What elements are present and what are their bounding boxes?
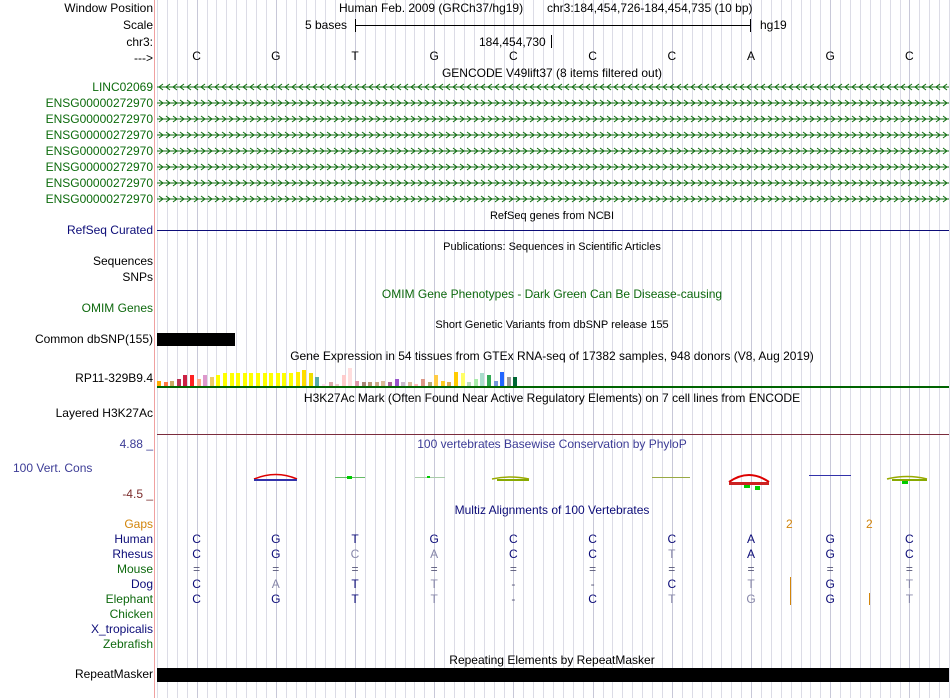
gtex-tissue-bar[interactable] [269, 373, 273, 386]
gtex-tissue-bar[interactable] [210, 377, 214, 386]
reference-base: C [588, 49, 597, 63]
multiz-species-label[interactable]: Mouse [116, 562, 153, 576]
scale-bar-right-tick [750, 19, 751, 32]
gtex-tissue-bar[interactable] [507, 377, 511, 386]
scale-text: 5 bases [305, 18, 348, 32]
aligned-base: C [667, 577, 677, 591]
gencode-transcript-feature[interactable] [157, 177, 949, 189]
gap-marker [869, 593, 870, 605]
gtex-tissue-bar[interactable] [197, 379, 201, 386]
gtex-tissue-bar[interactable] [513, 377, 517, 386]
publications-snps-label[interactable]: SNPs [122, 270, 153, 284]
gtex-tissue-bar[interactable] [190, 375, 194, 386]
aligned-base: = [430, 562, 438, 576]
reference-base: C [905, 49, 914, 63]
aligned-base: - [511, 577, 516, 591]
aligned-base: C [588, 532, 597, 546]
gtex-tissue-bar[interactable] [421, 379, 425, 386]
gtex-tissue-bar[interactable] [282, 373, 286, 386]
aligned-base: = [668, 562, 676, 576]
aligned-base: T [747, 577, 755, 591]
aligned-base: C [192, 547, 201, 561]
gencode-transcript-label[interactable]: ENSG00000272970 [45, 176, 153, 190]
aligned-base: = [905, 562, 913, 576]
reference-base: G [825, 49, 835, 63]
aligned-base: = [351, 562, 359, 576]
gtex-tissue-bar[interactable] [263, 373, 267, 386]
repeatmasker-element-bar[interactable] [157, 668, 949, 682]
multiz-species-label[interactable]: Zebrafish [102, 637, 153, 651]
aligned-base: G [271, 547, 281, 561]
reference-base: C [509, 49, 518, 63]
strand-label: ---> [134, 51, 153, 65]
multiz-species-label[interactable]: X_tropicalis [90, 622, 153, 636]
aligned-base: = [826, 562, 834, 576]
reference-base: C [667, 49, 677, 63]
gtex-track-title[interactable]: Gene Expression in 54 tissues from GTEx RNA-seq of 17382 samples, 948 donors (V8, Aug 2019) [290, 349, 814, 363]
gtex-tissue-bar[interactable] [474, 379, 478, 386]
aligned-base: C [192, 577, 201, 591]
gtex-tissue-bar[interactable] [342, 375, 346, 386]
aligned-base: T [430, 592, 438, 606]
repeatmasker-track-label[interactable]: RepeatMasker [74, 667, 153, 681]
aligned-base: = [272, 562, 280, 576]
aligned-base: G [429, 532, 439, 546]
multiz-track-title[interactable]: Multiz Alignments of 100 Vertebrates [454, 503, 650, 517]
gtex-tissue-bar[interactable] [296, 372, 300, 386]
reference-base: G [271, 49, 281, 63]
gencode-track-title[interactable]: GENCODE V49lift37 (8 items filtered out) [441, 66, 663, 80]
gtex-tissue-bar[interactable] [256, 373, 260, 386]
gtex-tissue-bar[interactable] [236, 373, 240, 386]
aligned-base: C [192, 532, 201, 546]
phylop-track-title[interactable]: 100 vertebrates Basewise Conservation by PhyloP [417, 437, 687, 451]
h3k27ac-baseline [157, 434, 949, 435]
aligned-base: A [746, 547, 755, 561]
gencode-transcript-feature[interactable] [157, 113, 949, 125]
aligned-base: T [430, 577, 438, 591]
aligned-base: T [668, 547, 676, 561]
coordinate-tick [551, 35, 552, 48]
gtex-tissue-bar[interactable] [309, 373, 313, 386]
scale-db-label: hg19 [760, 18, 787, 32]
gencode-transcript-feature[interactable] [157, 193, 949, 205]
gtex-tissue-bar[interactable] [348, 368, 352, 386]
gencode-transcript-feature[interactable] [157, 97, 949, 109]
repeatmasker-track-title[interactable]: Repeating Elements by RepeatMasker [449, 653, 655, 667]
gtex-tissue-bar[interactable] [461, 373, 465, 386]
aligned-base: G [746, 592, 756, 606]
aligned-base: C [509, 532, 518, 546]
base-sequence-row [0, 49, 950, 63]
gencode-transcript-label[interactable]: ENSG00000272970 [45, 96, 153, 110]
gtex-tissue-bar[interactable] [223, 373, 227, 386]
aligned-base: = [509, 562, 517, 576]
aligned-base: = [589, 562, 597, 576]
gencode-transcript-label[interactable]: ENSG00000272970 [45, 128, 153, 142]
gtex-tissue-bar[interactable] [216, 375, 220, 386]
aligned-base: = [193, 562, 201, 576]
aligned-base: C [192, 592, 201, 606]
gencode-transcript-label[interactable]: LINC02069 [92, 80, 153, 94]
reference-base: A [746, 49, 755, 63]
aligned-base: T [351, 592, 359, 606]
gtex-tissue-bar[interactable] [454, 372, 458, 386]
gencode-transcript-feature[interactable] [157, 161, 949, 173]
refseq-track-title[interactable]: RefSeq genes from NCBI [489, 210, 615, 222]
gtex-tissue-bar[interactable] [243, 373, 247, 386]
aligned-base: A [430, 547, 439, 561]
multiz-species-label[interactable]: Human [114, 532, 153, 546]
gtex-tissue-bar[interactable] [395, 379, 399, 386]
aligned-base: T [668, 592, 676, 606]
dbsnp-variant-bar[interactable] [157, 333, 235, 346]
aligned-base: C [509, 547, 518, 561]
gencode-transcript-label[interactable]: ENSG00000272970 [45, 160, 153, 174]
aligned-base: T [905, 592, 914, 606]
reference-base: G [429, 49, 439, 63]
aligned-base: - [590, 577, 595, 591]
aligned-base: C [588, 592, 597, 606]
aligned-base: C [905, 532, 914, 546]
multiz-gap-count: 2 [786, 517, 793, 531]
aligned-base: T [351, 532, 359, 546]
aligned-base: - [511, 592, 516, 606]
gtex-tissue-bar[interactable] [203, 375, 207, 386]
phylop-ymin-label: -4.5 _ [122, 487, 153, 501]
gtex-tissue-bar[interactable] [480, 373, 484, 386]
assembly-label: Human Feb. 2009 (GRCh37/hg19) [339, 1, 524, 15]
gtex-track-label[interactable]: RP11-329B9.4 [75, 371, 153, 385]
scale-label: Scale [122, 18, 153, 32]
multiz-gap-count: 2 [866, 517, 873, 531]
publications-track-title[interactable]: Publications: Sequences in Scientific Articles [443, 241, 661, 253]
gtex-tissue-bar[interactable] [289, 373, 293, 386]
multiz-species-label[interactable]: Rhesus [112, 547, 153, 561]
gtex-tissue-bar[interactable] [487, 375, 491, 386]
gtex-tissue-bar[interactable] [249, 373, 253, 386]
window-position-label: Window Position [64, 1, 153, 15]
chrom-label: chr3: [126, 35, 153, 49]
position-readout: chr3:184,454,726-184,454,735 (10 bp) [547, 1, 753, 15]
gtex-tissue-bar[interactable] [315, 377, 319, 386]
gap-marker [790, 577, 791, 593]
scale-bar-left-tick [355, 19, 356, 32]
aligned-base: G [271, 592, 281, 606]
gtex-tissue-bar[interactable] [434, 375, 438, 386]
gtex-track-bottom-line [157, 386, 949, 388]
gencode-transcript-label[interactable]: ENSG00000272970 [45, 192, 153, 206]
gap-marker [790, 593, 791, 605]
dbsnp-track-label[interactable]: Common dbSNP(155) [34, 332, 153, 346]
gencode-transcript-feature[interactable] [157, 145, 949, 157]
aligned-base: G [825, 532, 835, 546]
publications-sequences-label[interactable]: Sequences [92, 254, 153, 268]
gtex-tissue-bar[interactable] [302, 370, 306, 386]
phylop-conservation-graph[interactable] [157, 468, 949, 494]
aligned-base: T [905, 577, 914, 591]
phylop-ymax-label: 4.88 _ [119, 437, 153, 451]
gencode-transcript-feature[interactable] [157, 81, 949, 93]
refseq-track-label[interactable]: RefSeq Curated [66, 223, 153, 237]
omim-track-title[interactable]: OMIM Gene Phenotypes - Dark Green Can Be Disease-causing [381, 287, 723, 301]
phylop-track-label[interactable]: 100 Vert. Cons [13, 461, 93, 475]
multiz-species-label[interactable]: Elephant [105, 592, 153, 606]
gencode-transcript-feature[interactable] [157, 129, 949, 141]
multiz-gaps-label[interactable]: Gaps [124, 517, 153, 531]
aligned-base: G [825, 592, 835, 606]
gtex-expression-graph[interactable] [157, 364, 557, 386]
multiz-species-label[interactable]: Chicken [109, 607, 153, 621]
gencode-transcript-label[interactable]: ENSG00000272970 [45, 112, 153, 126]
aligned-base: G [825, 547, 835, 561]
aligned-base: C [350, 547, 360, 561]
scale-bar [355, 25, 751, 26]
dbsnp-track-title[interactable]: Short Genetic Variants from dbSNP release 155 [435, 319, 669, 331]
gtex-tissue-bar[interactable] [276, 373, 280, 386]
gtex-tissue-bar[interactable] [230, 373, 234, 386]
h3k27ac-track-label[interactable]: Layered H3K27Ac [55, 406, 153, 420]
aligned-base: = [747, 562, 755, 576]
aligned-base: A [746, 532, 755, 546]
reference-base: T [351, 49, 359, 63]
aligned-base: C [905, 547, 914, 561]
aligned-base: A [271, 577, 280, 591]
gtex-tissue-bar[interactable] [183, 375, 187, 386]
gencode-transcript-label[interactable]: ENSG00000272970 [45, 144, 153, 158]
coordinate-text: 184,454,730 [479, 35, 546, 49]
aligned-base: G [271, 532, 281, 546]
gtex-tissue-bar[interactable] [500, 372, 504, 386]
gtex-tissue-bar[interactable] [177, 379, 181, 386]
multiz-species-label[interactable]: Dog [130, 577, 153, 591]
aligned-base: G [825, 577, 835, 591]
refseq-gene-line[interactable] [157, 230, 949, 231]
h3k27ac-track-title[interactable]: H3K27Ac Mark (Often Found Near Active Regulatory Elements) on 7 cell lines from ENCODE [303, 391, 801, 405]
omim-track-label[interactable]: OMIM Genes [81, 301, 153, 315]
reference-base: C [192, 49, 201, 63]
aligned-base: C [588, 547, 597, 561]
aligned-base: T [351, 577, 359, 591]
aligned-base: C [667, 532, 677, 546]
